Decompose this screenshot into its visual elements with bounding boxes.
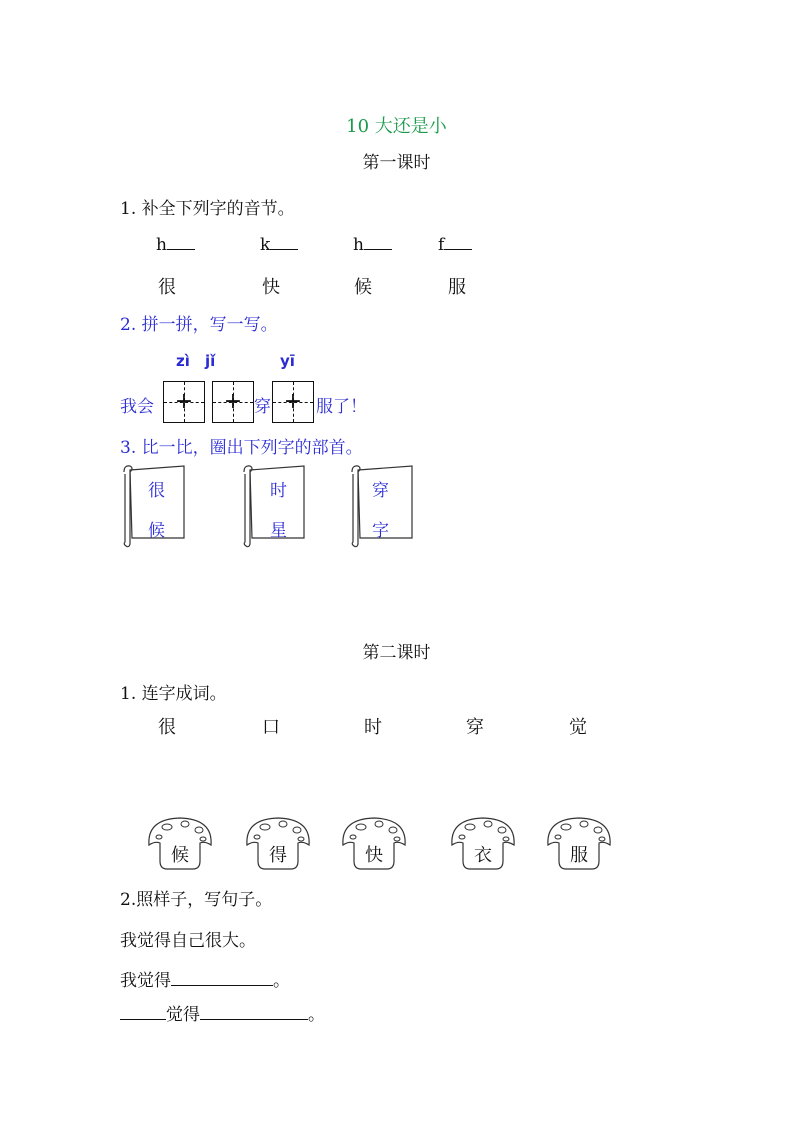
scroll-char[interactable]: 很 xyxy=(148,481,165,501)
writing-grid-box[interactable] xyxy=(272,381,314,423)
scroll-char[interactable]: 字 xyxy=(372,521,389,541)
blank-line xyxy=(270,235,298,250)
top-char[interactable]: 穿 xyxy=(466,717,484,738)
scroll-char[interactable]: 穿 xyxy=(372,481,389,501)
scroll-char[interactable]: 星 xyxy=(270,521,287,541)
sentence-middle: 穿 xyxy=(254,397,271,417)
lesson-one-heading: 第一课时 xyxy=(362,153,431,173)
mushroom-card[interactable] xyxy=(448,815,518,873)
syllable-initial: k xyxy=(260,235,271,255)
char-label: 很 xyxy=(158,277,176,298)
mushroom-card[interactable] xyxy=(544,815,614,873)
top-char[interactable]: 觉 xyxy=(569,717,587,738)
blank-line xyxy=(444,235,472,250)
mushroom-char: 得 xyxy=(269,845,287,866)
top-char[interactable]: 口 xyxy=(262,717,280,738)
mushroom-card[interactable] xyxy=(339,815,409,873)
blank-line xyxy=(167,235,195,250)
answer-blank[interactable] xyxy=(171,971,273,986)
mushroom-char: 候 xyxy=(171,845,189,866)
lesson-two-heading: 第二课时 xyxy=(362,643,431,663)
writing-grid-box[interactable] xyxy=(163,381,205,423)
scroll-char[interactable]: 时 xyxy=(270,481,287,501)
mushroom-char: 服 xyxy=(570,845,588,866)
char-label: 候 xyxy=(354,277,372,298)
q1-heading: 1. 补全下列字的音节。 xyxy=(120,199,295,219)
sentence-prefix: 我觉得 xyxy=(120,971,171,991)
pinyin-label: jǐ xyxy=(205,352,216,370)
l2q2-heading: 2.照样子，写句子。 xyxy=(120,890,273,910)
mushroom-card[interactable] xyxy=(243,815,313,873)
char-label: 服 xyxy=(448,277,466,298)
syllable-blank-1[interactable] xyxy=(156,235,195,255)
sentence-end: 服了！ xyxy=(316,397,367,417)
answer-blank[interactable] xyxy=(120,1005,166,1020)
writing-grid-box[interactable] xyxy=(212,381,254,423)
fill-sentence-1 xyxy=(120,966,290,991)
scroll-card xyxy=(120,462,190,550)
pinyin-label: yī xyxy=(280,352,295,370)
example-sentence: 我觉得自己很大。 xyxy=(120,931,256,951)
l2q1-heading: 1. 连字成词。 xyxy=(120,684,227,704)
top-char[interactable]: 很 xyxy=(158,717,176,738)
grid-cross-icon: + xyxy=(174,389,194,414)
syllable-blank-4[interactable] xyxy=(438,235,472,255)
q2-heading: 2. 拼一拼，写一写。 xyxy=(120,315,278,335)
answer-blank[interactable] xyxy=(200,1005,308,1020)
syllable-initial: h xyxy=(156,235,167,255)
q3-heading: 3. 比一比，圈出下列字的部首。 xyxy=(120,438,363,458)
sentence-middle: 觉得 xyxy=(166,1005,200,1025)
top-char[interactable]: 时 xyxy=(364,717,382,738)
fill-sentence-2 xyxy=(120,1000,325,1025)
scroll-card xyxy=(240,462,310,550)
syllable-initial: f xyxy=(438,235,445,255)
sentence-period: 。 xyxy=(308,1005,325,1025)
scroll-char[interactable]: 候 xyxy=(148,521,165,541)
pinyin-label: zì xyxy=(176,352,190,370)
syllable-blank-3[interactable] xyxy=(353,235,392,255)
char-label: 快 xyxy=(262,277,280,298)
grid-cross-icon: + xyxy=(223,389,243,414)
mushroom-char: 快 xyxy=(365,845,383,866)
sentence-start: 我会 xyxy=(120,397,154,417)
grid-cross-icon: + xyxy=(283,389,303,414)
mushroom-card[interactable] xyxy=(145,815,215,873)
mushroom-char: 衣 xyxy=(474,845,492,866)
syllable-initial: h xyxy=(353,235,364,255)
sentence-period: 。 xyxy=(273,971,290,991)
scroll-card xyxy=(348,462,418,550)
blank-line xyxy=(364,235,392,250)
syllable-blank-2[interactable] xyxy=(260,235,298,255)
page-title: 10 大还是小 xyxy=(346,116,447,137)
